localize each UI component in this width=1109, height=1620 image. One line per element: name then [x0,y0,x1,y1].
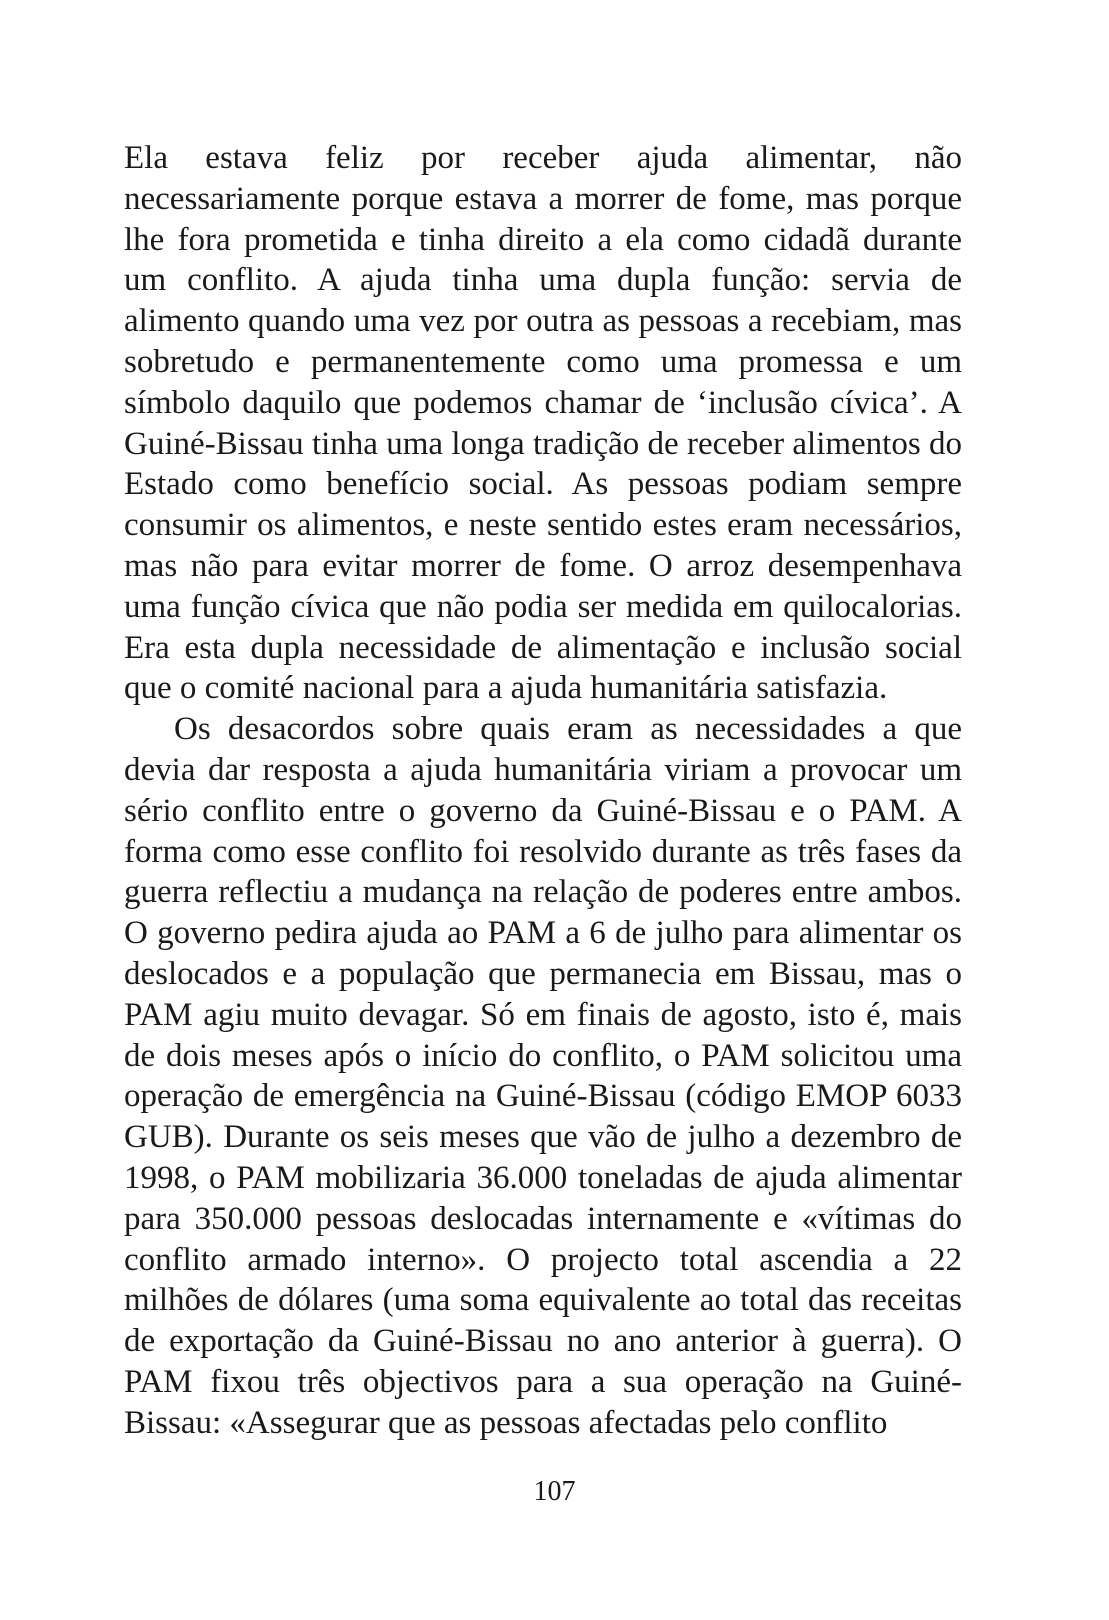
paragraph-1: Ela estava feliz por receber ajuda alimentar, não necessariamente porque estava a morrer de fome, mas porque lhe fora prometida e tinha direito a ela como cidadã durante um conflito. A ajuda tinha uma dupla função: servia de alimento quando uma vez por outra as pessoas a recebiam, mas sobretudo e permanentemente como uma promessa e um símbolo daquilo que podemos chamar de ‘inclusão cívica’. A Guiné-Bissau tinha uma longa tradição de receber alimentos do Estado como benefício social. As pessoas podiam sempre consumir os alimentos, e neste sentido estes eram necessários, mas não para evitar morrer de fome. O arroz desempenhava uma função cívica que não podia ser medida em quilocalorias. Era esta dupla necessidade de alimentação e inclusão social que o comité nacional para a ajuda humanitária satisfazia. [124,140,962,707]
page-number: 107 [533,1476,576,1507]
body-text [124,138,962,1444]
paragraph-2: Os desacordos sobre quais eram as necessidades a que devia dar resposta a ajuda humanitária viriam a provocar um sério conflito entre o governo da Guiné-Bissau e o PAM. A forma como esse conflito foi resolvido durante as três fases da guerra reflectiu a mudança na relação de poderes entre ambos. O governo pedira ajuda ao PAM a 6 de julho para alimentar os deslocados e a população que permanecia em Bissau, mas o PAM agiu muito devagar. Só em finais de agosto, isto é, mais de dois meses após o início do conflito, o PAM solicitou uma operação de emergência na Guiné-Bissau (código EMOP 6033 GUB). Durante os seis meses que vão de julho a dezembro de 1998, o PAM mobilizaria 36.000 toneladas de ajuda alimentar para 350.000 pessoas deslocadas internamente e «vítimas do conflito armado interno». O projecto total ascendia a 22 milhões de dólares (uma soma equivalente ao total das receitas de exportação da Guiné-Bissau no ano anterior à guerra). O PAM fixou três objectivos para a sua operação na Guiné-Bissau: «Assegurar que as pessoas afectadas pelo conflito [124,711,962,1441]
